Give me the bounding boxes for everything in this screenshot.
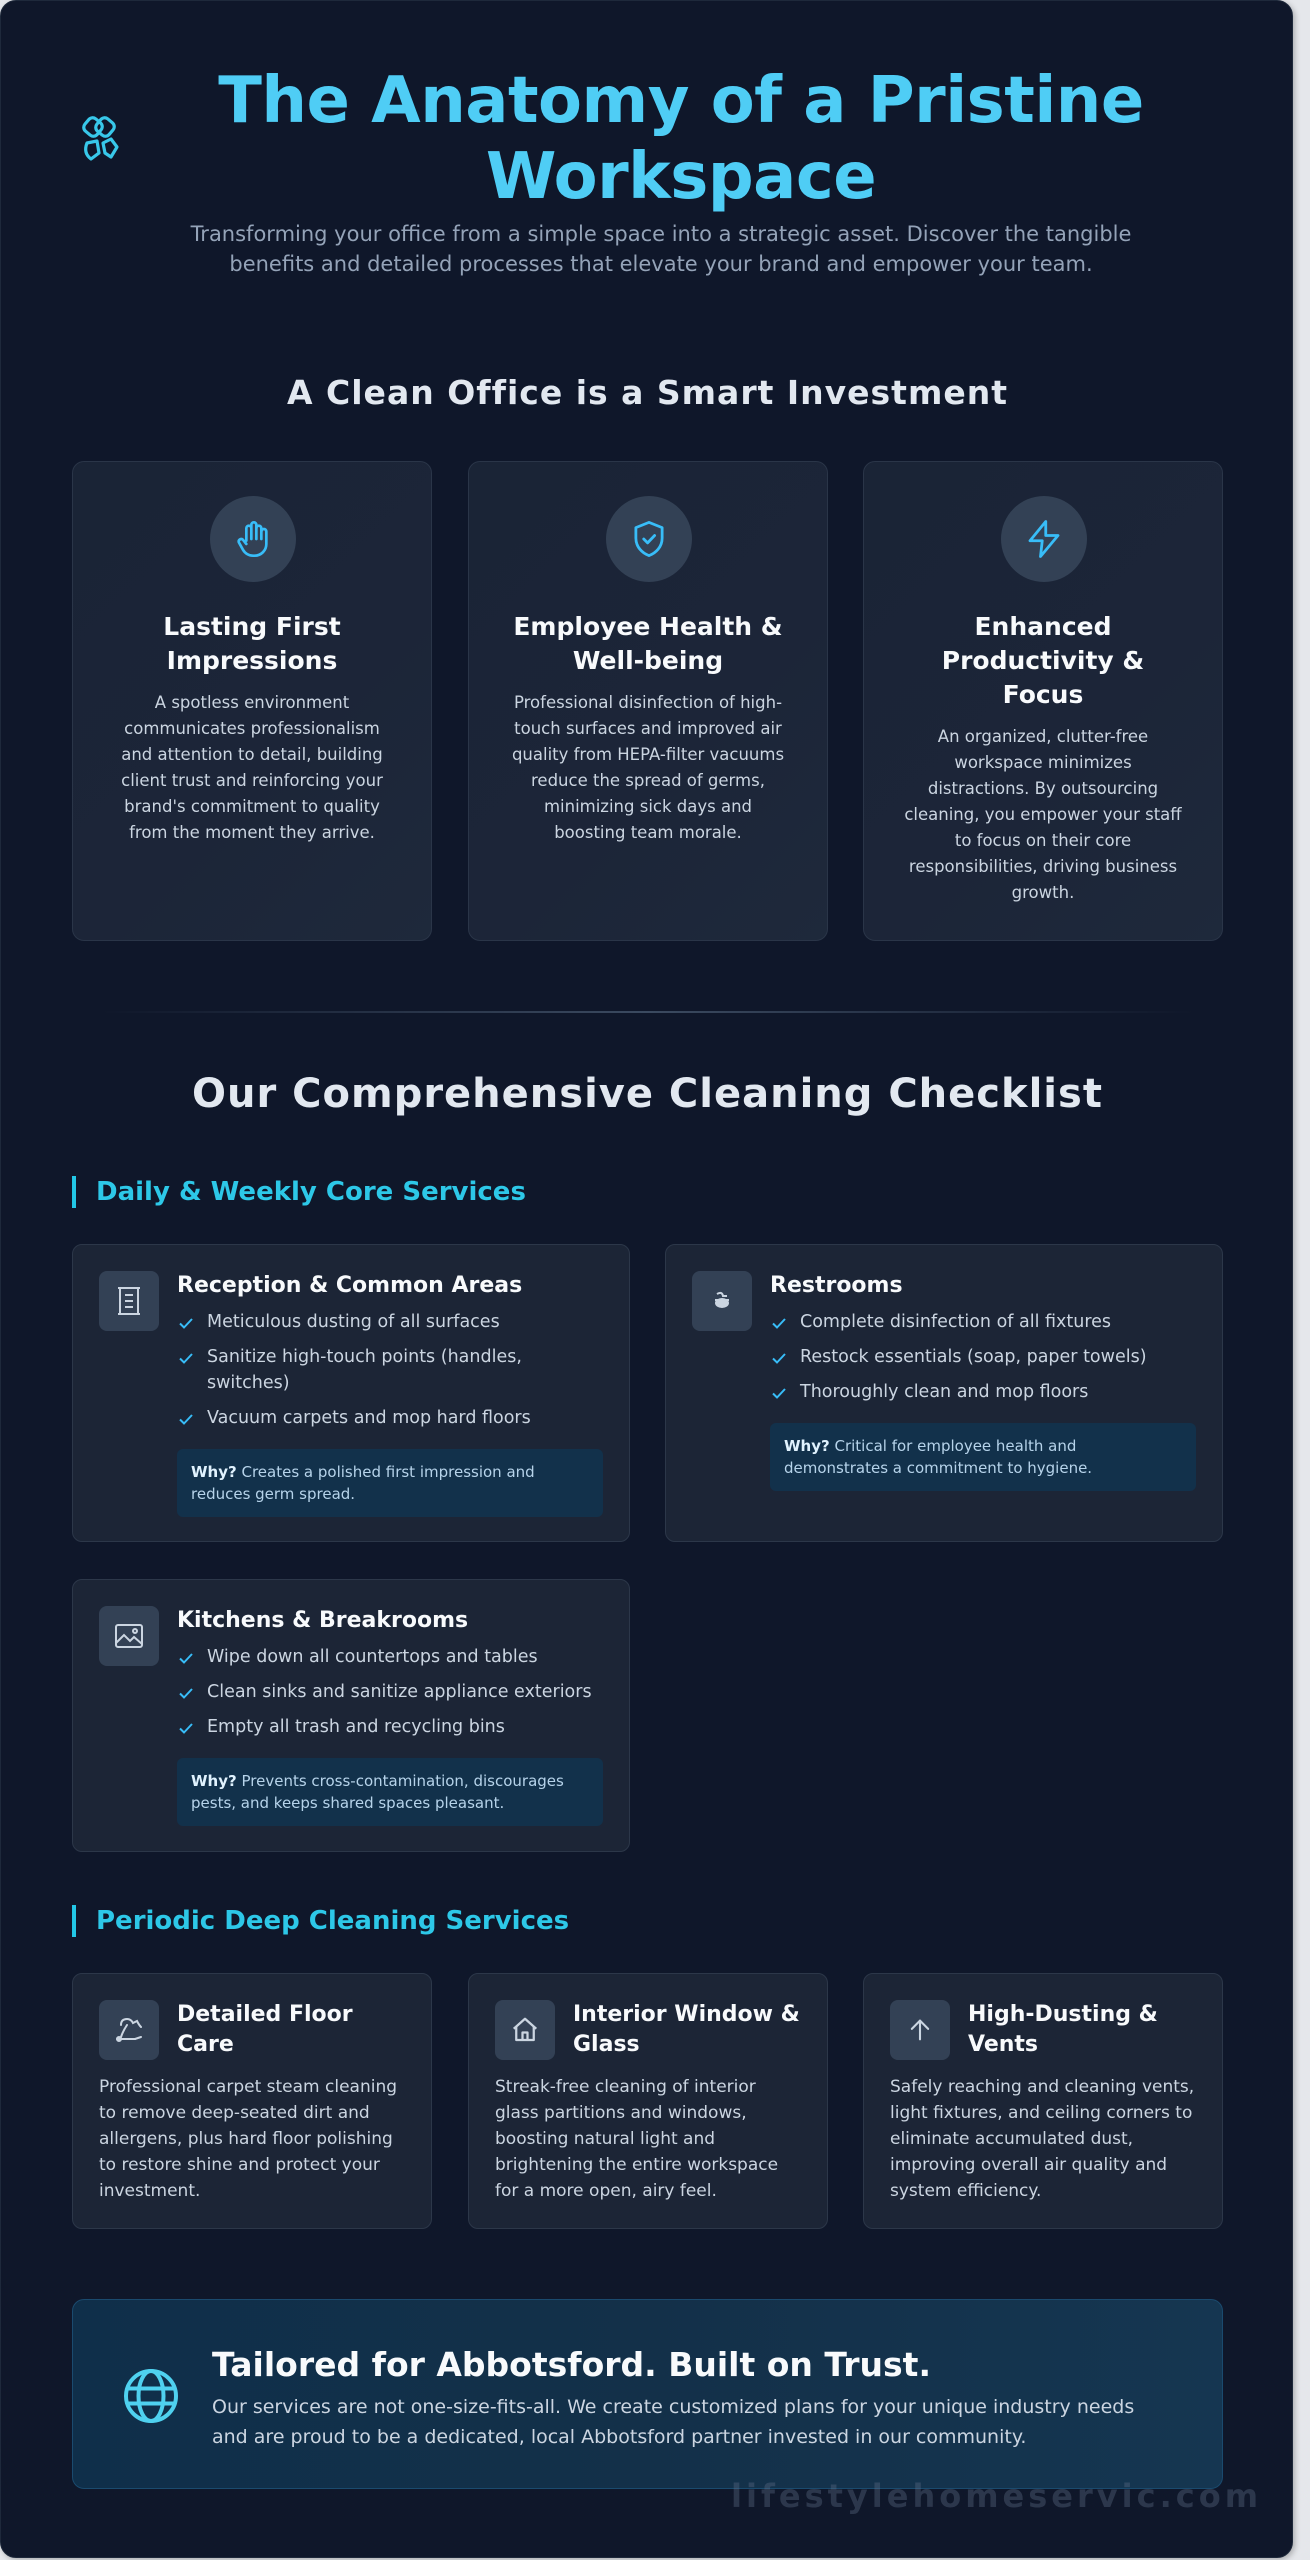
check-icon — [177, 1719, 195, 1737]
checklist-item: Thoroughly clean and mop floors — [770, 1379, 1202, 1405]
watermark: lifestylehomeservic.com — [731, 2477, 1263, 2515]
checklist-item: Complete disinfection of all fixtures — [770, 1309, 1202, 1335]
check-icon — [177, 1410, 195, 1428]
deep-card-floor-care — [72, 1973, 432, 2229]
icon-tile — [692, 1271, 752, 1331]
check-icon — [177, 1649, 195, 1667]
checklist-card-kitchens — [72, 1579, 630, 1852]
benefit-description: Professional disinfection of high-touch surfaces and improved air quality from HEPA-filter vacuums reduce the spread of germs, minimizing sick days and boosting team morale. — [511, 693, 785, 842]
why-box: Why? Creates a polished first impression and reduces germ spread. — [177, 1449, 603, 1517]
check-icon — [770, 1314, 788, 1332]
benefit-icon-circle — [1001, 496, 1087, 582]
deep-card-description: Professional carpet steam cleaning to remove deep-seated dirt and allergens, plus hard floor polishing to restore shine and protect your investment. — [99, 2077, 398, 2201]
benefit-title: Employee Health & Well-being — [513, 612, 783, 675]
arrow-up-icon — [906, 2016, 934, 2044]
checklist-card-restrooms — [665, 1244, 1223, 1542]
checklist-items — [177, 1644, 609, 1749]
deep-card-title: Detailed Floor Care — [177, 2002, 353, 2057]
checklist-item: Clean sinks and sanitize appliance exteriors — [177, 1679, 609, 1705]
deep-card-title: High-Dusting & Vents — [968, 2002, 1158, 2057]
house-icon — [510, 2015, 540, 2045]
check-icon — [770, 1349, 788, 1367]
icon-tile — [99, 1606, 159, 1666]
checklist-item: Wipe down all countertops and tables — [177, 1644, 609, 1670]
benefits-heading: A Clean Office is a Smart Investment — [287, 373, 1008, 412]
checklist-card-reception — [72, 1244, 630, 1542]
checklist-items — [770, 1309, 1202, 1414]
page-subtitle: Transforming your office from a simple space into a strategic asset. Discover the tangible benefits and detailed processes that elevate your brand and empower your team. — [190, 222, 1132, 276]
checklist-card-title: Reception & Common Areas — [177, 1273, 523, 1298]
trust-banner — [72, 2299, 1223, 2489]
benefit-icon-circle — [210, 496, 296, 582]
shield-check-icon — [628, 518, 670, 560]
benefit-card-productivity — [863, 461, 1223, 941]
trust-title: Tailored for Abbotsford. Built on Trust. — [212, 2345, 931, 2384]
checklist-item: Vacuum carpets and mop hard floors — [177, 1405, 609, 1431]
icon-tile — [495, 2000, 555, 2060]
checklist-heading: Our Comprehensive Cleaning Checklist — [192, 1071, 1103, 1117]
page-title: The Anatomy of a Pristine Workspace — [218, 64, 1144, 214]
checklist-item: Restock essentials (soap, paper towels) — [770, 1344, 1202, 1370]
benefit-card-first-impressions — [72, 461, 432, 941]
benefit-title: Lasting First Impressions — [163, 612, 341, 675]
icon-tile — [99, 1271, 159, 1331]
icon-tile — [99, 2000, 159, 2060]
section-divider — [101, 1011, 1194, 1013]
lightning-bolt-icon — [1023, 518, 1065, 560]
benefit-card-employee-health — [468, 461, 828, 941]
checklist-item: Meticulous dusting of all surfaces — [177, 1309, 609, 1335]
checklist-items — [177, 1309, 609, 1440]
checklist-item: Empty all trash and recycling bins — [177, 1714, 609, 1740]
toilet-icon — [711, 1290, 733, 1312]
clover-outline-icon — [77, 113, 125, 165]
icon-tile — [890, 2000, 950, 2060]
benefit-icon-circle — [606, 496, 692, 582]
benefit-title: Enhanced Productivity & Focus — [941, 612, 1145, 709]
deep-card-high-dusting — [863, 1973, 1223, 2229]
globe-icon — [121, 2366, 181, 2426]
checklist-item: Sanitize high-touch points (handles, switches) — [177, 1344, 609, 1396]
hand-icon — [233, 519, 273, 559]
core-services-heading: Daily & Weekly Core Services — [72, 1176, 526, 1208]
floor-cleaner-icon — [113, 2015, 145, 2045]
checklist-card-title: Kitchens & Breakrooms — [177, 1608, 469, 1633]
check-icon — [177, 1349, 195, 1367]
deep-card-title: Interior Window & Glass — [573, 2002, 800, 2057]
check-icon — [177, 1684, 195, 1702]
deep-cleaning-heading: Periodic Deep Cleaning Services — [72, 1905, 569, 1937]
benefit-description: An organized, clutter-free workspace minimizes distractions. By outsourcing cleaning, you empower your staff to focus on their core responsibilities, driving business growth. — [904, 727, 1182, 902]
benefit-description: A spotless environment communicates professionalism and attention to detail, building client trust and reinforcing your brand's commitment to quality from the moment they arrive. — [121, 693, 383, 842]
check-icon — [177, 1314, 195, 1332]
why-box: Why? Critical for employee health and demonstrates a commitment to hygiene. — [770, 1423, 1196, 1491]
why-box: Why? Prevents cross-contamination, discourages pests, and keeps shared spaces pleasant. — [177, 1758, 603, 1826]
deep-card-windows — [468, 1973, 828, 2229]
document-list-icon — [116, 1285, 142, 1317]
deep-card-description: Safely reaching and cleaning vents, light fixtures, and ceiling corners to eliminate accumulated dust, improving overall air quality and system efficiency. — [890, 2077, 1195, 2201]
trust-text: Our services are not one-size-fits-all. We create customized plans for your unique industry needs and are proud to be a dedicated, local Abbotsford partner invested in our community. — [212, 2396, 1135, 2448]
deep-card-description: Streak-free cleaning of interior glass partitions and windows, boosting natural light and brightening the entire workspace for a more open, airy feel. — [495, 2077, 779, 2201]
check-icon — [770, 1384, 788, 1402]
image-icon — [114, 1623, 144, 1649]
checklist-card-title: Restrooms — [770, 1273, 903, 1298]
